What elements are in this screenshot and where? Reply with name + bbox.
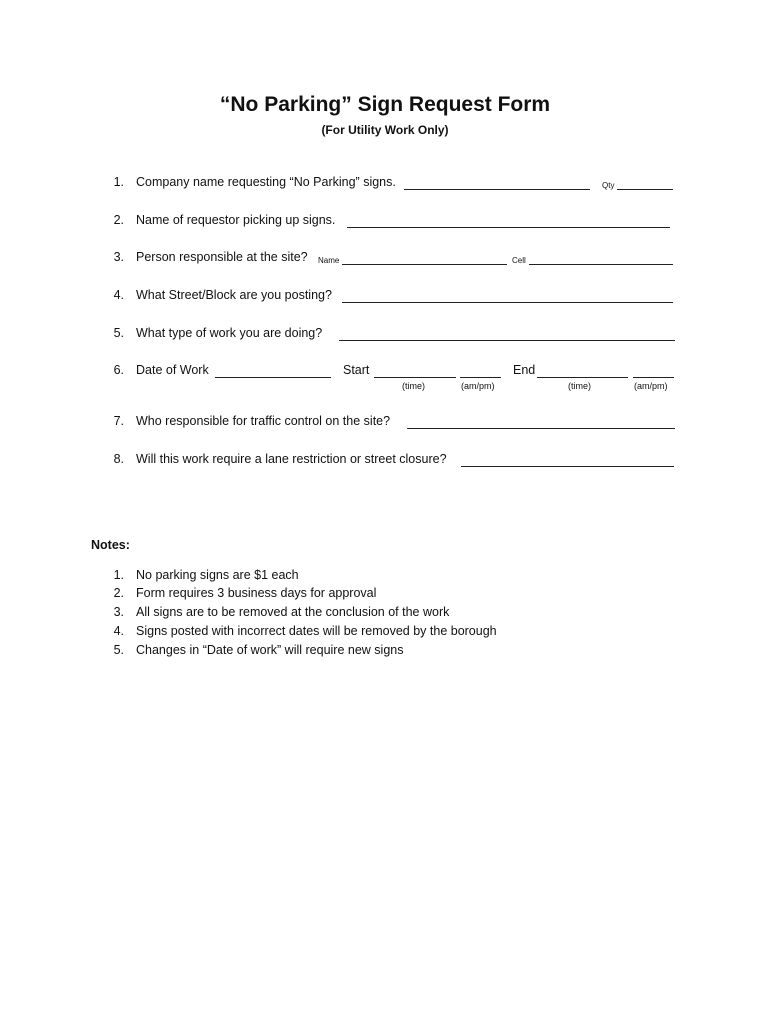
lane-restriction-field[interactable]	[461, 466, 674, 467]
company-name-field[interactable]	[404, 189, 590, 190]
question-number: 2.	[113, 213, 124, 227]
cell-label: Cell	[512, 256, 526, 265]
note-number: 4.	[113, 624, 124, 638]
question-text: Company name requesting “No Parking” signs.	[136, 175, 396, 189]
street-block-field[interactable]	[342, 302, 673, 303]
responsible-name-field[interactable]	[342, 264, 507, 265]
start-time-field[interactable]	[374, 377, 456, 378]
end-ampm-field[interactable]	[633, 377, 674, 378]
question-number: 6.	[113, 363, 124, 377]
notes-heading: Notes:	[91, 538, 130, 552]
name-label: Name	[318, 256, 340, 265]
cell-field[interactable]	[529, 264, 673, 265]
work-type-field[interactable]	[339, 340, 675, 341]
form-title: “No Parking” Sign Request Form	[219, 93, 551, 116]
question-text: What type of work you are doing?	[136, 326, 323, 340]
traffic-control-field[interactable]	[407, 428, 675, 429]
note-text: No parking signs are $1 each	[136, 568, 299, 582]
question-number: 4.	[113, 288, 124, 302]
note-number: 3.	[113, 605, 124, 619]
end-label: End	[513, 363, 536, 377]
question-number: 5.	[113, 326, 124, 340]
start-label: Start	[343, 363, 370, 377]
form-subtitle: (For Utility Work Only)	[321, 123, 449, 137]
note-number: 2.	[113, 586, 124, 600]
question-number: 3.	[113, 250, 124, 264]
note-number: 1.	[113, 568, 124, 582]
start-ampm-hint: (am/pm)	[461, 381, 495, 391]
question-text: Name of requestor picking up signs.	[136, 213, 336, 227]
question-text: Person responsible at the site?	[136, 250, 308, 264]
qty-field[interactable]	[617, 189, 673, 190]
note-text: Signs posted with incorrect dates will be removed by the borough	[136, 624, 497, 638]
end-ampm-hint: (am/pm)	[634, 381, 668, 391]
question-number: 1.	[113, 175, 124, 189]
note-number: 5.	[113, 643, 124, 657]
question-text: Will this work require a lane restriction or street closure?	[136, 452, 447, 466]
question-text: Date of Work	[136, 363, 209, 377]
note-text: All signs are to be removed at the conclusion of the work	[136, 605, 450, 619]
question-number: 8.	[113, 452, 124, 466]
date-of-work-field[interactable]	[215, 377, 331, 378]
start-time-hint: (time)	[402, 381, 425, 391]
requestor-name-field[interactable]	[347, 227, 670, 228]
end-time-hint: (time)	[568, 381, 591, 391]
qty-label: Qty	[602, 181, 615, 190]
question-text: What Street/Block are you posting?	[136, 288, 332, 302]
start-ampm-field[interactable]	[460, 377, 501, 378]
question-text: Who responsible for traffic control on the site?	[136, 414, 391, 428]
note-text: Changes in “Date of work” will require new signs	[136, 643, 404, 657]
question-number: 7.	[113, 414, 124, 428]
end-time-field[interactable]	[537, 377, 628, 378]
note-text: Form requires 3 business days for approval	[136, 586, 377, 600]
